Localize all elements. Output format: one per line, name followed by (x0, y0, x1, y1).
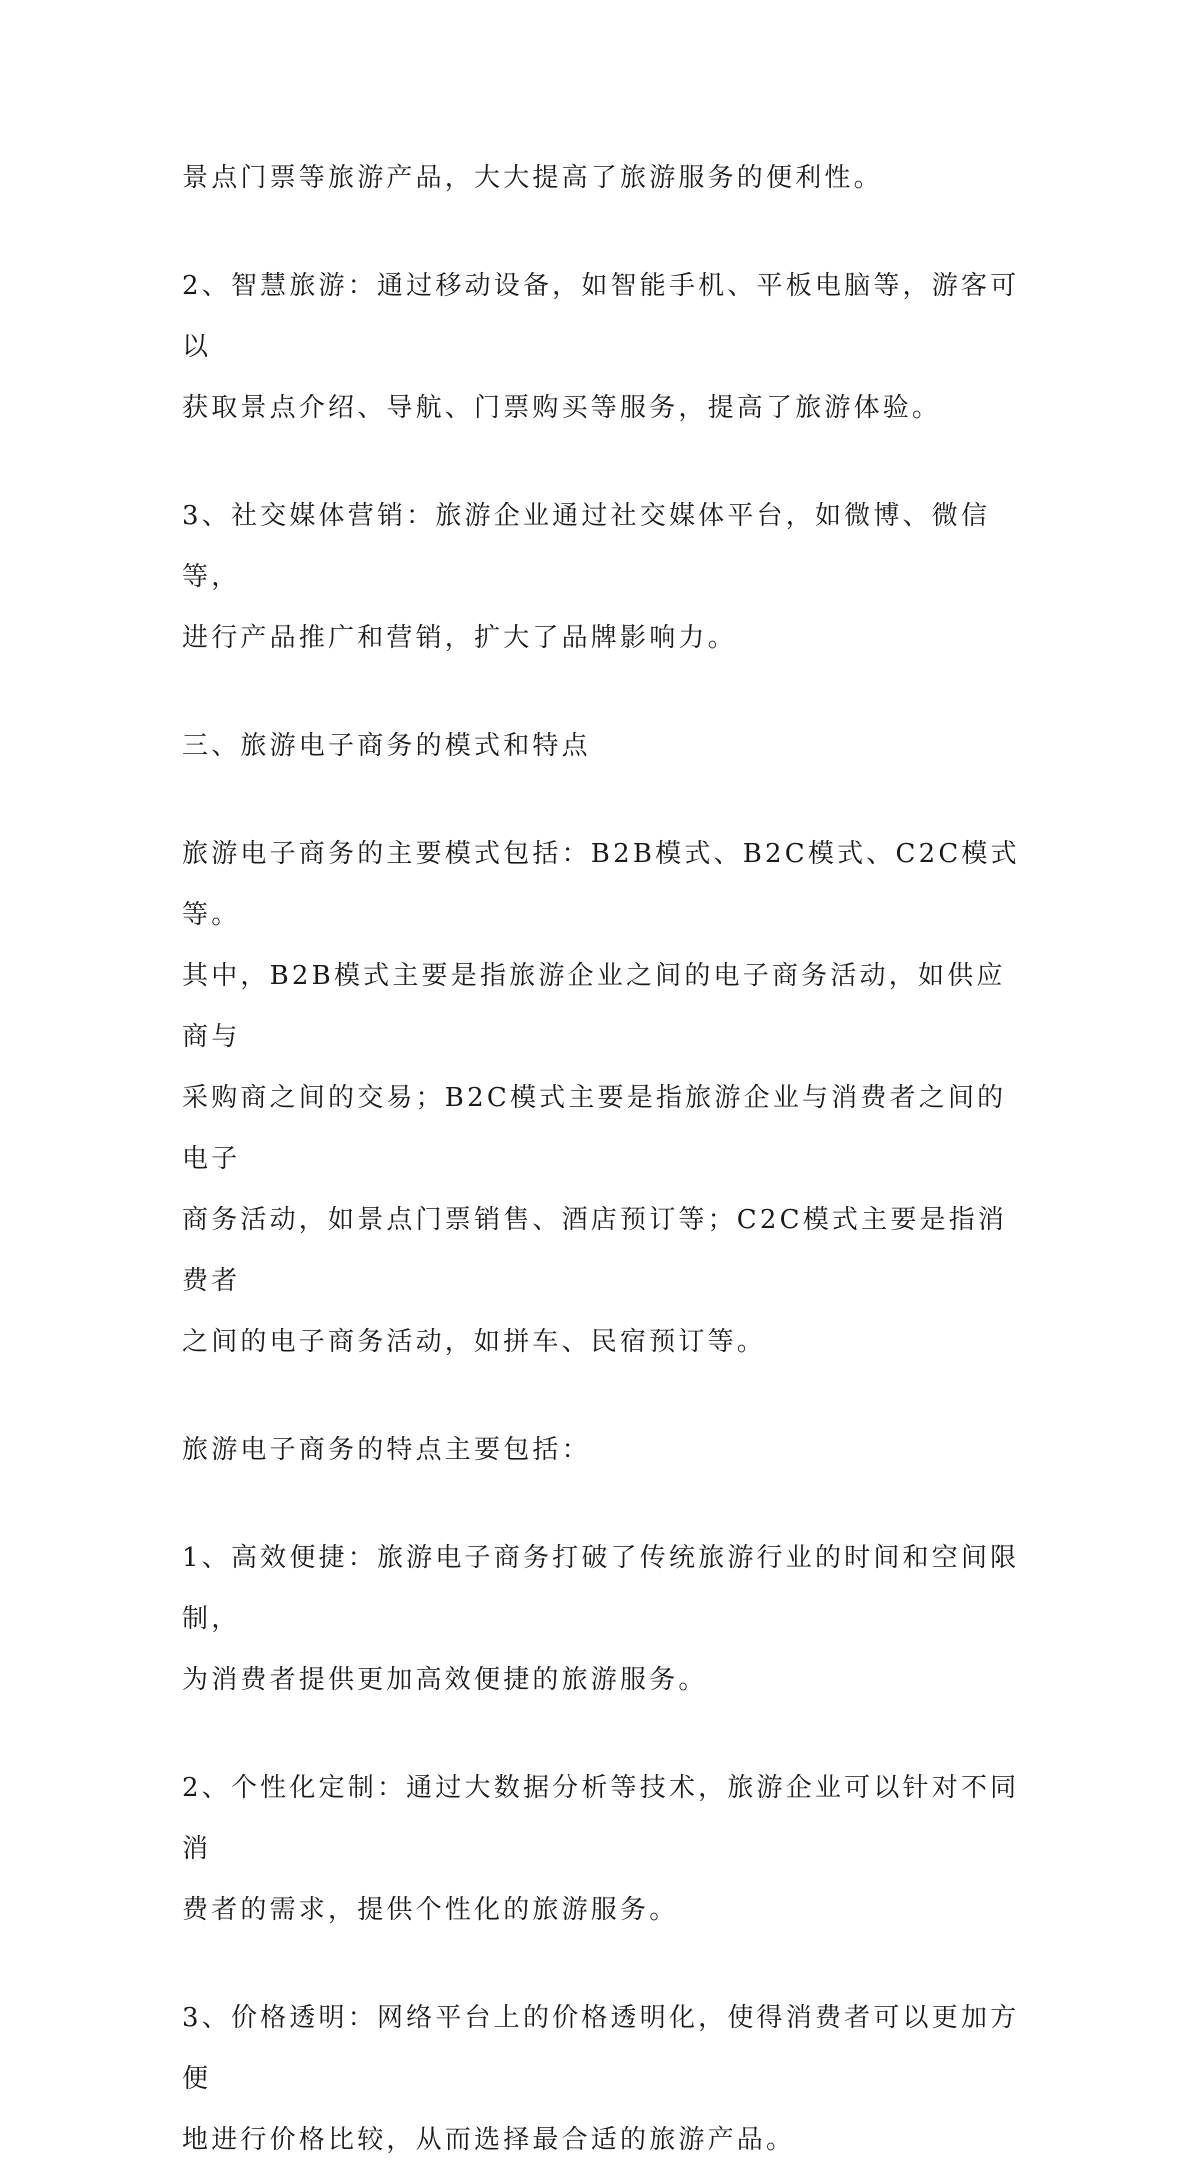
paragraph-social-media (182, 486, 1022, 669)
text-line: 获取景点介绍、导航、门票购买等服务，提高了旅游体验。 (182, 393, 942, 423)
text-line: 旅游电子商务的主要模式包括：B2B模式、B2C模式、C2C模式等。 (182, 839, 1020, 930)
document-body (182, 148, 1022, 2171)
text-line: 其中，B2B模式主要是指旅游企业之间的电子商务活动，如供应商与 (182, 961, 1006, 1052)
paragraph-smart-tourism (182, 256, 1022, 439)
section-heading (182, 716, 1022, 777)
text-line: 景点门票等旅游产品，大大提高了旅游服务的便利性。 (182, 163, 883, 193)
paragraph-intro-continuation (182, 148, 1022, 209)
paragraph-models (182, 824, 1022, 1373)
text-line: 2、个性化定制：通过大数据分析等技术，旅游企业可以针对不同消 (182, 1773, 1020, 1864)
text-line: 3、社交媒体营销：旅游企业通过社交媒体平台，如微博、微信等， (182, 501, 991, 592)
text-line: 地进行价格比较，从而选择最合适的旅游产品。 (182, 2125, 796, 2155)
text-line: 之间的电子商务活动，如拼车、民宿预订等。 (182, 1327, 767, 1357)
text-line: 为消费者提供更加高效便捷的旅游服务。 (182, 1665, 708, 1695)
text-line: 费者的需求，提供个性化的旅游服务。 (182, 1895, 679, 1925)
heading-text: 三、旅游电子商务的模式和特点 (182, 731, 591, 761)
text-line: 2、智慧旅游：通过移动设备，如智能手机、平板电脑等，游客可以 (182, 271, 1020, 362)
text-line: 商务活动，如景点门票销售、酒店预订等；C2C模式主要是指消费者 (182, 1205, 1008, 1296)
text-line: 1、高效便捷：旅游电子商务打破了传统旅游行业的时间和空间限制， (182, 1543, 1020, 1634)
text-line: 旅游电子商务的特点主要包括： (182, 1435, 591, 1465)
text-line: 进行产品推广和营销，扩大了品牌影响力。 (182, 623, 737, 653)
paragraph-feature-price (182, 1988, 1022, 2171)
text-line: 3、价格透明：网络平台上的价格透明化，使得消费者可以更加方便 (182, 2003, 1020, 2094)
paragraph-feature-personalized (182, 1758, 1022, 1941)
text-line: 采购商之间的交易；B2C模式主要是指旅游企业与消费者之间的电子 (182, 1083, 1007, 1174)
paragraph-features-intro (182, 1420, 1022, 1481)
